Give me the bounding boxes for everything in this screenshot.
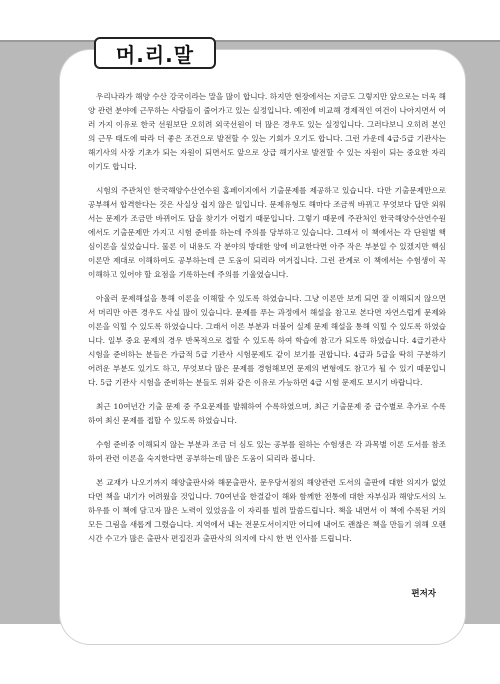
preface-body: [88, 90, 446, 556]
paragraph: 최근 10여년간 기출 문제 중 주요문제를 발췌하여 수록하였으며, 최근 기출문제 중 급수별로 추가로 수록하여 최신 문제를 접할 수 있도록 하였습니다.: [88, 402, 446, 425]
author-signature: 편저자: [411, 589, 436, 599]
paragraph: 우리나라가 해양 수산 강국이라는 말을 많이 합니다. 하지만 현장에서는 지금도 그렇지만 앞으로는 더욱 해양 관련 분야에 근무하는 사람들이 줄어가고 있는 실정입니다. 예전에 비교해 경제적인 여건이 나아지면서 여러 가지 이유로 한국 선원보단 오히려 외국선원이 더 많은 경우도 있는 실정입니다. 그러다보니 오히려 본인의 근무 태도에 따라 더 좋은 조건으로 발전할 수 있는 기회가 오기도 합니다. 그런 가운데 4급·5급 기관사는 해기사의 사장 기초가 되는 자원이 되면서도 앞으로 상급 해기사로 발전할 수 있는 자원이 되는 중요한 자리이기도 합니다.: [88, 92, 446, 171]
paragraph: 본 교재가 나오기까지 해양출판사와 해문출판사, 문우당서점의 해양관련 도서의 출판에 대한 의지가 없었다면 책을 내기가 어려웠을 것입니다. 70여년을 한결같이 해와 함께한 전통에 대한 자부심과 해양도서의 노하우를 이 책에 담고자 많은 노력이 있었음을 이 자리를 빌려 말씀드립니다. 책을 내면서 이 책에 수록된 거의 모든 그림을 새롭게 그렸습니다. 지역에서 내는 전문도서이지만 어디에 내어도 괜찮은 책을 만들기 위해 오랜 시간 수고가 많은 출판사 편집진과 출판사의 의지에 다시 한 번 인사를 드립니다.: [88, 478, 446, 543]
paragraph: 아울러 문제해설을 통해 이론을 이해할 수 있도록 하였습니다. 그냥 이론만 보게 되면 잘 이해되지 않으면서 머리만 아픈 경우도 사실 많이 있습니다. 문제를 푸는 과정에서 해설을 참고로 본다면 자연스럽게 문제와 이론을 익힐 수 있도록 하였습니다. 그래서 이론 부분과 더불어 실제 문제 해설을 통해 익힐 수 있도록 하였습니다. 일부 중요 문제의 경우 반복적으로 접할 수 있도록 하여 학습에 참고가 되도록 하였습니다. 4급기관사 시험을 준비하는 분들은 가급적 5급 기관사 시험문제도 같이 보기를 권합니다. 4급과 5급을 딱히 구분하기 어려운 부분도 있기도 하고, 무엇보다 많은 문제를 경험해보면 문제의 변형에도 참고가 될 수 있기 때문입니다. 5급 기관사 시험을 준비하는 분들도 위와 같은 이유로 가능하면 4급 시험 문제도 보시기 바랍니다.: [88, 294, 446, 387]
page-title: 머.리.말: [94, 37, 216, 69]
paragraph: 수험 준비중 이해되지 않는 부분과 조금 더 심도 있는 공부를 원하는 수험생은 각 과목별 이론 도서를 참조하여 관련 이론을 숙지한다면 공부하는데 많은 도움이 되리라 봅니다.: [88, 440, 446, 463]
paragraph: 시험의 주관처인 한국해양수산연수원 홈페이지에서 기출문제를 제공하고 있습니다. 다만 기출문제만으로 공부해서 합격한다는 것은 사실상 쉽지 않은 일입니다. 문제유형도 해마다 조금씩 바뀌고 무엇보다 답만 외워서는 문제가 조금만 바뀌어도 답을 찾기가 어렵기 때문입니다. 그렇기 때문에 주관처인 한국해양수산연수원에서도 기출문제만 가지고 시험 준비를 하는데 주의를 당부하고 있습니다. 그래서 이 책에서는 각 단원별 핵심이론을 실었습니다. 물론 이 내용도 각 분야의 방대한 양에 비교한다면 아주 작은 부분일 수 있겠지만 핵심이론만 제대로 이해하여도 공부하는데 큰 도움이 되리라 여겨집니다. 그런 관계로 이 책에서는 수험생이 꼭 이해하고 있어야 할 요점을 기록하는데 주의를 기울였습니다.: [88, 186, 446, 279]
